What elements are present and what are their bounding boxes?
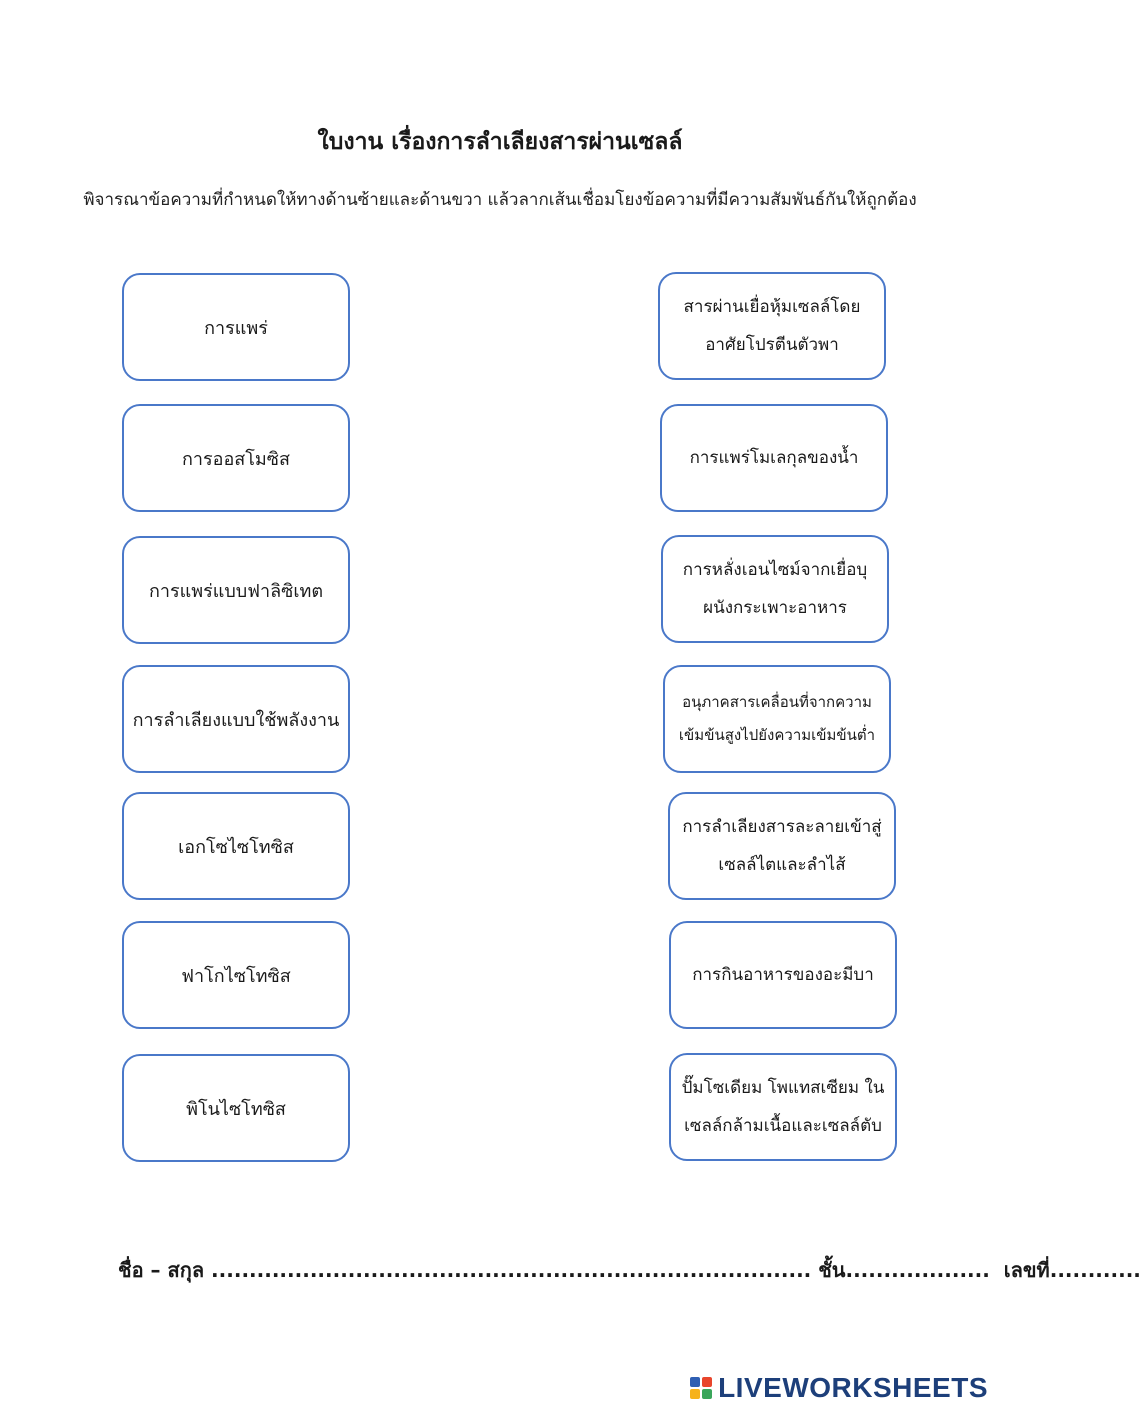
right-item-line1: การหลั่งเอนไซม์จากเยื่อบุ [682,560,868,580]
class-label: ชั้น [811,1258,846,1282]
left-item-label: การแพร่ [204,317,268,339]
right-item-line2: ผนังกระเพาะอาหาร [703,598,847,618]
worksheet-instruction: พิจารณาข้อความที่กำหนดให้ทางด้านซ้ายและด้านขวา แล้วลากเส้นเชื่อมโยงข้อความที่มีความสัมพันธ์กันให้ถูกต้อง [83,190,917,210]
number-field[interactable]: ............ [1049,1258,1141,1282]
right-item-line1: การกินอาหารของอะมีบา [692,965,874,985]
left-item-diffusion[interactable] [122,273,350,381]
liveworksheets-logo [690,1372,988,1404]
left-item-pinocytosis[interactable] [122,1054,350,1162]
left-item-label: ฟาโกไซโทซิส [181,965,291,987]
left-item-facilitated-diffusion[interactable] [122,536,350,644]
name-label: ชื่อ – สกุล [118,1258,212,1282]
number-label: เลขที่ [989,1258,1050,1282]
left-item-phagocytosis[interactable] [122,921,350,1029]
left-item-active-transport[interactable] [122,665,350,773]
right-item-concentration-gradient[interactable] [663,665,891,773]
right-item-line1: สารผ่านเยื่อหุ้มเซลล์โดย [683,297,861,317]
right-item-line1: ปั๊มโซเดียม โพแทสเซียม ใน [681,1078,885,1098]
right-item-line2: เข้มข้นสูงไปยังความเข้มข้นต่ำ [678,726,876,744]
right-item-carrier-protein[interactable] [658,272,886,380]
left-item-label: การแพร่แบบฟาลิซิเทต [148,580,324,602]
left-item-osmosis[interactable] [122,404,350,512]
student-info-line [118,1254,1141,1286]
class-field[interactable]: ................... [845,1258,990,1282]
right-item-line2: อาศัยโปรตีนตัวพา [705,335,839,355]
left-item-label: การลำเลียงแบบใช้พลังงาน [132,709,340,731]
right-item-amoeba-feeding[interactable] [669,921,897,1029]
left-item-exocytosis[interactable] [122,792,350,900]
right-item-sodium-potassium-pump[interactable] [669,1053,897,1161]
right-item-enzyme-secretion[interactable] [661,535,889,643]
right-item-line1: การลำเลียงสารละลายเข้าสู่ [682,817,882,837]
right-item-line2: เซลล์ไตและลำไส้ [718,855,846,875]
right-item-line1: การแพร่โมเลกุลของน้ำ [689,448,859,468]
right-item-water-diffusion[interactable] [660,404,888,512]
liveworksheets-logo-icon [690,1377,712,1399]
left-item-label: การออสโมซิส [181,448,291,470]
left-item-label: เอกโซไซโทซิส [178,836,294,858]
right-item-line1: อนุภาคสารเคลื่อนที่จากความ [682,693,872,711]
right-item-line2: เซลล์กล้ามเนื้อและเซลล์ตับ [684,1116,882,1136]
worksheet-title: ใบงาน เรื่องการลำเลียงสารผ่านเซลล์ [317,129,683,155]
right-item-kidney-intestine[interactable] [668,792,896,900]
name-field[interactable]: ............................................................................... [211,1258,812,1282]
left-item-label: พิโนไซโทซิส [186,1098,286,1120]
logo-text: LIVEWORKSHEETS [718,1372,988,1403]
